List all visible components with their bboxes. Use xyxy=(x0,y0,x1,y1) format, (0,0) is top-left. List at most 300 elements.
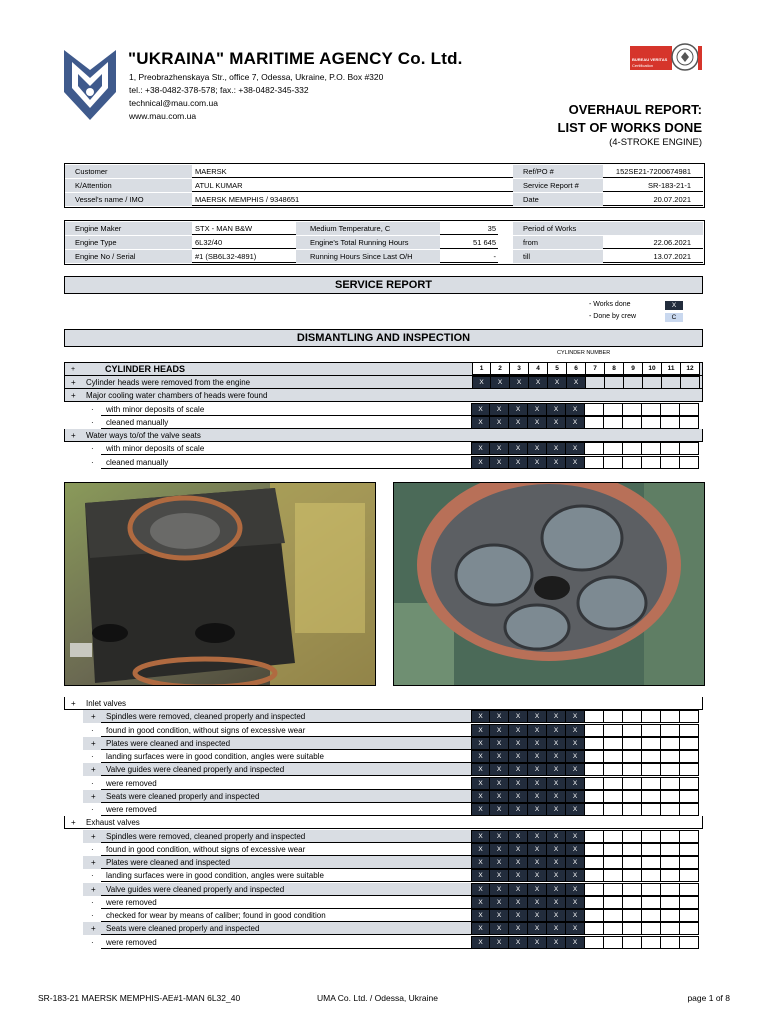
cylinder-cell-6[interactable]: X xyxy=(566,737,585,750)
cylinder-cell-7[interactable] xyxy=(585,896,604,909)
cylinder-cell-10[interactable] xyxy=(642,456,661,469)
cylinder-cell-5[interactable]: X xyxy=(547,803,566,816)
cylinder-cell-7[interactable] xyxy=(585,790,604,803)
cylinder-cell-11[interactable] xyxy=(661,724,680,737)
cylinder-cell-9[interactable] xyxy=(623,442,642,455)
cylinder-cell-4[interactable]: X xyxy=(528,442,547,455)
cylinder-cell-12[interactable] xyxy=(680,456,699,469)
cylinder-cell-5[interactable]: X xyxy=(547,883,566,896)
cylinder-cell-1[interactable]: X xyxy=(471,922,490,935)
cylinder-cell-1[interactable]: X xyxy=(471,869,490,882)
cylinder-cell-1[interactable]: X xyxy=(471,803,490,816)
cylinder-cell-5[interactable]: X xyxy=(547,416,566,429)
table-row xyxy=(64,777,703,790)
cylinder-cell-6[interactable]: X xyxy=(566,843,585,856)
cylinder-cell-3[interactable]: X xyxy=(509,843,528,856)
cylinder-cell-11[interactable] xyxy=(661,922,680,935)
cylinder-cell-1[interactable]: X xyxy=(471,416,490,429)
cylinder-cell-3[interactable]: X xyxy=(510,376,529,389)
engine-maker-label: Engine Maker xyxy=(65,222,192,235)
table-row xyxy=(64,416,703,429)
cylinder-cell-9[interactable] xyxy=(623,843,642,856)
cylinder-cell-6[interactable]: X xyxy=(566,724,585,737)
cylinder-cell-3[interactable]: X xyxy=(509,909,528,922)
cylinder-cell-10[interactable] xyxy=(642,922,661,935)
cylinder-cell-2[interactable]: X xyxy=(490,883,509,896)
cylinder-cell-10[interactable] xyxy=(642,883,661,896)
cylinder-cell-8[interactable] xyxy=(604,830,623,843)
service-report-header: SERVICE REPORT xyxy=(64,276,703,294)
cylinder-cell-3[interactable]: X xyxy=(509,869,528,882)
cylinder-cell-12[interactable] xyxy=(680,777,699,790)
cylinder-cell-4[interactable]: X xyxy=(528,922,547,935)
cylinder-cell-10[interactable] xyxy=(642,763,661,776)
cylinder-cell-1[interactable]: X xyxy=(471,710,490,723)
cylinder-cell-5[interactable]: X xyxy=(547,403,566,416)
cylinder-cell-4[interactable]: X xyxy=(528,909,547,922)
cylinder-cell-3[interactable]: X xyxy=(509,856,528,869)
cylinder-cell-7[interactable] xyxy=(585,442,604,455)
row-label: cleaned manually xyxy=(106,457,169,467)
cylinder-cell-8[interactable] xyxy=(604,856,623,869)
cylinder-cell-5[interactable]: X xyxy=(547,830,566,843)
cylinder-cell-8[interactable] xyxy=(604,442,623,455)
cylinder-cell-2[interactable]: X xyxy=(490,936,509,949)
cylinder-cell-12[interactable] xyxy=(680,922,699,935)
cylinder-cell-2[interactable]: X xyxy=(490,909,509,922)
cylinder-cell-12[interactable] xyxy=(680,843,699,856)
cylinder-cell-3[interactable]: X xyxy=(509,724,528,737)
cylinder-cell-6[interactable]: X xyxy=(566,830,585,843)
cylinder-cell-3[interactable]: X xyxy=(509,763,528,776)
cylinder-cell-4[interactable]: X xyxy=(528,936,547,949)
cylinder-cell-4[interactable]: X xyxy=(528,896,547,909)
cylinder-cell-5[interactable]: X xyxy=(547,922,566,935)
expand-icon[interactable]: + xyxy=(71,366,76,373)
cylinder-cell-11[interactable] xyxy=(661,856,680,869)
cylinder-cell-8[interactable] xyxy=(604,763,623,776)
cylinder-number-4: 4 xyxy=(529,362,548,375)
cylinder-cell-3[interactable]: X xyxy=(509,803,528,816)
cylinder-cell-11[interactable] xyxy=(661,456,680,469)
cylinder-cell-12[interactable] xyxy=(680,869,699,882)
cylinder-cell-8[interactable] xyxy=(604,869,623,882)
cylinder-cell-6[interactable]: X xyxy=(567,376,586,389)
cylinder-cell-9[interactable] xyxy=(623,909,642,922)
cylinder-cell-8[interactable] xyxy=(604,710,623,723)
cylinder-cell-2[interactable]: X xyxy=(490,843,509,856)
cylinder-cell-4[interactable]: X xyxy=(528,843,547,856)
cylinder-cell-3[interactable]: X xyxy=(509,403,528,416)
expand-icon[interactable]: + xyxy=(91,831,96,841)
cylinder-cell-6[interactable]: X xyxy=(566,883,585,896)
total-hours-label: Engine's Total Running Hours xyxy=(296,236,440,249)
cylinder-cell-6[interactable]: X xyxy=(566,403,585,416)
cylinder-cell-6[interactable]: X xyxy=(566,777,585,790)
cylinder-cell-2[interactable]: X xyxy=(490,763,509,776)
cylinder-cell-1[interactable]: X xyxy=(471,896,490,909)
cylinder-cell-7[interactable] xyxy=(586,376,605,389)
cylinder-cell-9[interactable] xyxy=(623,830,642,843)
cylinder-cell-10[interactable] xyxy=(642,750,661,763)
cylinder-cell-4[interactable]: X xyxy=(528,416,547,429)
expand-icon[interactable]: + xyxy=(71,378,76,387)
cylinder-cell-1[interactable]: X xyxy=(471,442,490,455)
cylinder-cell-11[interactable] xyxy=(661,790,680,803)
table-row xyxy=(64,909,703,922)
cylinder-cell-10[interactable] xyxy=(642,896,661,909)
cylinder-cell-1[interactable]: X xyxy=(471,777,490,790)
cylinder-cell-2[interactable]: X xyxy=(490,416,509,429)
cylinder-cell-4[interactable]: X xyxy=(528,763,547,776)
cylinder-cell-4[interactable]: X xyxy=(528,710,547,723)
cylinder-cell-1[interactable]: X xyxy=(471,843,490,856)
cylinder-cell-6[interactable]: X xyxy=(566,456,585,469)
cylinder-cell-11[interactable] xyxy=(661,909,680,922)
cylinder-cell-2[interactable]: X xyxy=(490,856,509,869)
cylinder-cell-5[interactable]: X xyxy=(547,777,566,790)
cylinder-cell-11[interactable] xyxy=(661,416,680,429)
cylinder-cell-8[interactable] xyxy=(604,883,623,896)
cylinder-cell-10[interactable] xyxy=(642,442,661,455)
cylinder-cell-1[interactable]: X xyxy=(471,724,490,737)
cylinder-cell-2[interactable]: X xyxy=(490,777,509,790)
cylinder-cell-9[interactable] xyxy=(623,869,642,882)
cylinder-cell-5[interactable]: X xyxy=(547,710,566,723)
cylinder-cell-9[interactable] xyxy=(624,376,643,389)
cylinder-cell-12[interactable] xyxy=(681,376,700,389)
table-row xyxy=(64,816,703,829)
cylinder-cell-4[interactable]: X xyxy=(528,790,547,803)
cylinder-cell-9[interactable] xyxy=(623,936,642,949)
cylinder-cell-5[interactable]: X xyxy=(547,442,566,455)
cylinder-cell-2[interactable]: X xyxy=(490,724,509,737)
cylinder-cell-12[interactable] xyxy=(680,724,699,737)
expand-icon[interactable]: + xyxy=(71,391,76,401)
cylinder-cell-5[interactable]: X xyxy=(547,856,566,869)
cylinder-cell-7[interactable] xyxy=(585,456,604,469)
cylinder-cell-12[interactable] xyxy=(680,416,699,429)
row-label: Plates were cleaned and inspected xyxy=(106,738,231,748)
cylinder-cell-4[interactable]: X xyxy=(528,456,547,469)
cylinder-cell-10[interactable] xyxy=(642,737,661,750)
cylinder-cell-4[interactable]: X xyxy=(528,830,547,843)
cylinder-cell-3[interactable]: X xyxy=(509,750,528,763)
cylinder-cell-1[interactable]: X xyxy=(471,456,490,469)
cylinder-cell-10[interactable] xyxy=(642,843,661,856)
cylinder-cell-5[interactable]: X xyxy=(547,750,566,763)
cylinder-cell-7[interactable] xyxy=(585,936,604,949)
cylinder-cell-8[interactable] xyxy=(605,376,624,389)
cylinder-cell-5[interactable]: X xyxy=(547,869,566,882)
cylinder-cell-12[interactable] xyxy=(680,710,699,723)
table-row xyxy=(64,883,703,896)
cylinder-cell-7[interactable] xyxy=(585,763,604,776)
cylinder-cell-2[interactable]: X xyxy=(490,830,509,843)
expand-icon[interactable]: + xyxy=(71,818,76,828)
cylinder-cell-6[interactable]: X xyxy=(566,790,585,803)
cylinder-cell-7[interactable] xyxy=(585,909,604,922)
cylinder-cell-3[interactable]: X xyxy=(509,790,528,803)
cylinder-cell-6[interactable]: X xyxy=(566,803,585,816)
cylinder-cell-1[interactable]: X xyxy=(471,936,490,949)
cylinder-cell-6[interactable]: X xyxy=(566,750,585,763)
cylinder-cell-7[interactable] xyxy=(585,777,604,790)
cylinder-cell-1[interactable]: X xyxy=(471,737,490,750)
cylinder-cell-8[interactable] xyxy=(604,843,623,856)
cylinder-cell-11[interactable] xyxy=(661,883,680,896)
expand-icon[interactable]: + xyxy=(91,738,96,748)
cylinder-cell-5[interactable]: X xyxy=(547,763,566,776)
cylinder-cell-8[interactable] xyxy=(604,403,623,416)
expand-icon[interactable]: + xyxy=(91,924,96,934)
expand-icon[interactable]: + xyxy=(91,858,96,867)
cylinder-cell-11[interactable] xyxy=(662,376,681,389)
cylinder-cell-8[interactable] xyxy=(604,803,623,816)
cylinder-cell-8[interactable] xyxy=(604,922,623,935)
cylinder-cell-9[interactable] xyxy=(623,403,642,416)
cylinder-cell-12[interactable] xyxy=(680,803,699,816)
cylinder-cell-6[interactable]: X xyxy=(566,416,585,429)
cylinder-cell-3[interactable]: X xyxy=(509,737,528,750)
cylinder-cell-11[interactable] xyxy=(661,750,680,763)
cylinder-cell-11[interactable] xyxy=(661,896,680,909)
cylinder-cell-5[interactable]: X xyxy=(547,896,566,909)
expand-icon[interactable]: + xyxy=(91,884,96,894)
date-label: Date xyxy=(513,193,603,206)
cylinder-cell-10[interactable] xyxy=(642,803,661,816)
cylinder-cell-2[interactable]: X xyxy=(490,710,509,723)
cylinder-cell-7[interactable] xyxy=(585,416,604,429)
cylinder-cell-6[interactable]: X xyxy=(566,896,585,909)
cylinder-cell-2[interactable]: X xyxy=(490,790,509,803)
table-row xyxy=(64,403,703,416)
cylinder-cell-1[interactable]: X xyxy=(471,750,490,763)
cylinder-cell-2[interactable]: X xyxy=(490,737,509,750)
cylinder-cell-1[interactable]: X xyxy=(472,376,491,389)
cylinder-cell-9[interactable] xyxy=(623,724,642,737)
cylinder-cell-3[interactable]: X xyxy=(509,442,528,455)
cylinder-cell-10[interactable] xyxy=(642,869,661,882)
cylinder-cell-2[interactable]: X xyxy=(490,869,509,882)
cylinder-cell-2[interactable]: X xyxy=(490,922,509,935)
cylinder-cell-9[interactable] xyxy=(623,777,642,790)
cylinder-cell-2[interactable]: X xyxy=(490,456,509,469)
cylinder-cell-1[interactable]: X xyxy=(471,763,490,776)
cylinder-cell-10[interactable] xyxy=(642,416,661,429)
cylinder-cell-2[interactable]: X xyxy=(490,896,509,909)
cylinder-cell-3[interactable]: X xyxy=(509,922,528,935)
cylinder-cell-10[interactable] xyxy=(642,830,661,843)
cylinder-cell-12[interactable] xyxy=(680,936,699,949)
cylinder-cell-10[interactable] xyxy=(643,376,662,389)
dismantling-header: DISMANTLING AND INSPECTION xyxy=(64,329,703,347)
cylinder-cell-2[interactable]: X xyxy=(490,442,509,455)
cylinder-cell-2[interactable]: X xyxy=(490,750,509,763)
cylinder-cell-9[interactable] xyxy=(623,456,642,469)
cylinder-cell-10[interactable] xyxy=(642,724,661,737)
cylinder-cell-10[interactable] xyxy=(642,936,661,949)
cylinder-cell-4[interactable]: X xyxy=(529,376,548,389)
cylinder-cell-6[interactable]: X xyxy=(566,909,585,922)
cylinder-cell-11[interactable] xyxy=(661,777,680,790)
cylinder-cell-12[interactable] xyxy=(680,790,699,803)
cylinder-number-label: CYLINDER NUMBER xyxy=(557,350,611,356)
cylinder-cell-7[interactable] xyxy=(585,803,604,816)
cylinder-cell-12[interactable] xyxy=(680,442,699,455)
cylinder-cell-11[interactable] xyxy=(661,830,680,843)
cylinder-cell-11[interactable] xyxy=(661,936,680,949)
certification-logo xyxy=(630,42,702,72)
cylinder-cell-7[interactable] xyxy=(585,737,604,750)
cylinder-cell-3[interactable]: X xyxy=(509,883,528,896)
cylinder-cell-4[interactable]: X xyxy=(528,737,547,750)
cylinder-cell-3[interactable]: X xyxy=(509,416,528,429)
cylinder-cell-6[interactable]: X xyxy=(566,922,585,935)
cylinder-cell-5[interactable]: X xyxy=(547,936,566,949)
cylinder-cell-1[interactable]: X xyxy=(471,790,490,803)
cylinder-cell-5[interactable]: X xyxy=(548,376,567,389)
cylinder-cell-9[interactable] xyxy=(623,763,642,776)
cylinder-cell-7[interactable] xyxy=(585,922,604,935)
cylinder-cell-10[interactable] xyxy=(642,777,661,790)
cylinder-cell-8[interactable] xyxy=(604,936,623,949)
cylinder-cell-7[interactable] xyxy=(585,403,604,416)
cylinder-cell-4[interactable]: X xyxy=(528,777,547,790)
cylinder-cell-11[interactable] xyxy=(661,763,680,776)
company-email[interactable]: technical@mau.com.ua xyxy=(129,98,218,108)
cylinder-cell-7[interactable] xyxy=(585,710,604,723)
cylinder-cell-5[interactable]: X xyxy=(547,909,566,922)
cylinder-cell-1[interactable]: X xyxy=(471,909,490,922)
cylinder-cell-2[interactable]: X xyxy=(490,803,509,816)
cylinder-cell-8[interactable] xyxy=(604,416,623,429)
cylinder-cell-1[interactable]: X xyxy=(471,403,490,416)
cylinder-cell-1[interactable]: X xyxy=(471,830,490,843)
cylinder-cell-11[interactable] xyxy=(661,403,680,416)
cylinder-cell-9[interactable] xyxy=(623,922,642,935)
expand-icon[interactable]: + xyxy=(91,791,96,801)
cylinder-cell-7[interactable] xyxy=(585,724,604,737)
cylinder-cell-12[interactable] xyxy=(680,883,699,896)
cylinder-cell-8[interactable] xyxy=(604,750,623,763)
cylinder-cell-10[interactable] xyxy=(642,856,661,869)
cylinder-cell-3[interactable]: X xyxy=(509,896,528,909)
cylinder-cell-10[interactable] xyxy=(642,909,661,922)
cylinder-cell-5[interactable]: X xyxy=(547,737,566,750)
cylinder-cell-6[interactable]: X xyxy=(566,869,585,882)
cylinder-cell-2[interactable]: X xyxy=(491,376,510,389)
row-label: found in good condition, without signs of excessive wear xyxy=(106,844,306,854)
cylinder-cell-7[interactable] xyxy=(585,869,604,882)
cylinder-cell-3[interactable]: X xyxy=(509,830,528,843)
cylinder-cell-7[interactable] xyxy=(585,750,604,763)
cylinder-cell-9[interactable] xyxy=(623,737,642,750)
cylinder-cell-3[interactable]: X xyxy=(509,777,528,790)
cylinder-cell-7[interactable] xyxy=(585,843,604,856)
cylinder-cell-3[interactable]: X xyxy=(509,710,528,723)
cylinder-cell-9[interactable] xyxy=(623,416,642,429)
cylinder-cell-12[interactable] xyxy=(680,750,699,763)
cylinder-cell-7[interactable] xyxy=(585,856,604,869)
cylinder-cell-11[interactable] xyxy=(661,710,680,723)
cylinder-cell-4[interactable]: X xyxy=(528,883,547,896)
cylinder-cell-8[interactable] xyxy=(604,896,623,909)
cylinder-cell-4[interactable]: X xyxy=(528,750,547,763)
cylinder-cell-12[interactable] xyxy=(680,830,699,843)
company-website[interactable]: www.mau.com.ua xyxy=(129,111,197,121)
cylinder-cell-9[interactable] xyxy=(623,710,642,723)
cylinder-cell-11[interactable] xyxy=(661,803,680,816)
cylinder-cell-12[interactable] xyxy=(680,896,699,909)
cylinder-cell-10[interactable] xyxy=(642,403,661,416)
cylinder-cell-6[interactable]: X xyxy=(566,763,585,776)
expand-icon[interactable]: + xyxy=(91,712,96,722)
cylinder-cell-12[interactable] xyxy=(680,856,699,869)
cylinder-cell-9[interactable] xyxy=(623,883,642,896)
cylinder-cell-4[interactable]: X xyxy=(528,724,547,737)
cylinder-cell-5[interactable]: X xyxy=(547,790,566,803)
row-underline xyxy=(101,468,471,469)
expand-icon[interactable]: + xyxy=(71,431,76,440)
cylinder-cell-5[interactable]: X xyxy=(547,456,566,469)
cylinder-cell-11[interactable] xyxy=(661,869,680,882)
cylinder-cell-7[interactable] xyxy=(585,830,604,843)
cylinder-cell-9[interactable] xyxy=(623,856,642,869)
cylinder-cell-4[interactable]: X xyxy=(528,803,547,816)
cylinder-cell-4[interactable]: X xyxy=(528,869,547,882)
cylinder-cell-9[interactable] xyxy=(623,803,642,816)
cylinder-cell-3[interactable]: X xyxy=(509,936,528,949)
cylinder-cell-3[interactable]: X xyxy=(509,456,528,469)
cylinder-cell-7[interactable] xyxy=(585,883,604,896)
cylinder-cell-12[interactable] xyxy=(680,403,699,416)
cylinder-cell-6[interactable]: X xyxy=(566,710,585,723)
cylinder-cell-8[interactable] xyxy=(604,909,623,922)
cylinder-cell-1[interactable]: X xyxy=(471,856,490,869)
cylinder-cell-12[interactable] xyxy=(680,737,699,750)
cylinder-cell-6[interactable]: X xyxy=(566,856,585,869)
cylinder-cell-6[interactable]: X xyxy=(566,936,585,949)
cylinder-cell-10[interactable] xyxy=(642,790,661,803)
table-row xyxy=(64,429,703,442)
cylinder-cell-2[interactable]: X xyxy=(490,403,509,416)
cylinder-cell-8[interactable] xyxy=(604,737,623,750)
cylinder-cell-4[interactable]: X xyxy=(528,856,547,869)
cylinder-cell-11[interactable] xyxy=(661,442,680,455)
cylinder-cell-5[interactable]: X xyxy=(547,724,566,737)
expand-icon[interactable]: + xyxy=(71,699,76,708)
cylinder-cell-11[interactable] xyxy=(661,843,680,856)
cylinder-cell-9[interactable] xyxy=(623,790,642,803)
cylinder-cell-6[interactable]: X xyxy=(566,442,585,455)
cylinder-cell-8[interactable] xyxy=(604,456,623,469)
cylinder-cell-9[interactable] xyxy=(623,750,642,763)
cylinder-cell-8[interactable] xyxy=(604,790,623,803)
cylinder-cell-12[interactable] xyxy=(680,909,699,922)
cylinder-cell-1[interactable]: X xyxy=(471,883,490,896)
since-oh-label: Running Hours Since Last O/H xyxy=(296,250,440,263)
cylinder-cell-12[interactable] xyxy=(680,763,699,776)
cylinder-cell-11[interactable] xyxy=(661,737,680,750)
cylinder-cell-8[interactable] xyxy=(604,777,623,790)
expand-icon[interactable]: + xyxy=(91,765,96,775)
cylinder-cell-4[interactable]: X xyxy=(528,403,547,416)
cylinder-cell-10[interactable] xyxy=(642,710,661,723)
cylinder-cell-5[interactable]: X xyxy=(547,843,566,856)
cylinder-cell-9[interactable] xyxy=(623,896,642,909)
cylinder-cell-8[interactable] xyxy=(604,724,623,737)
